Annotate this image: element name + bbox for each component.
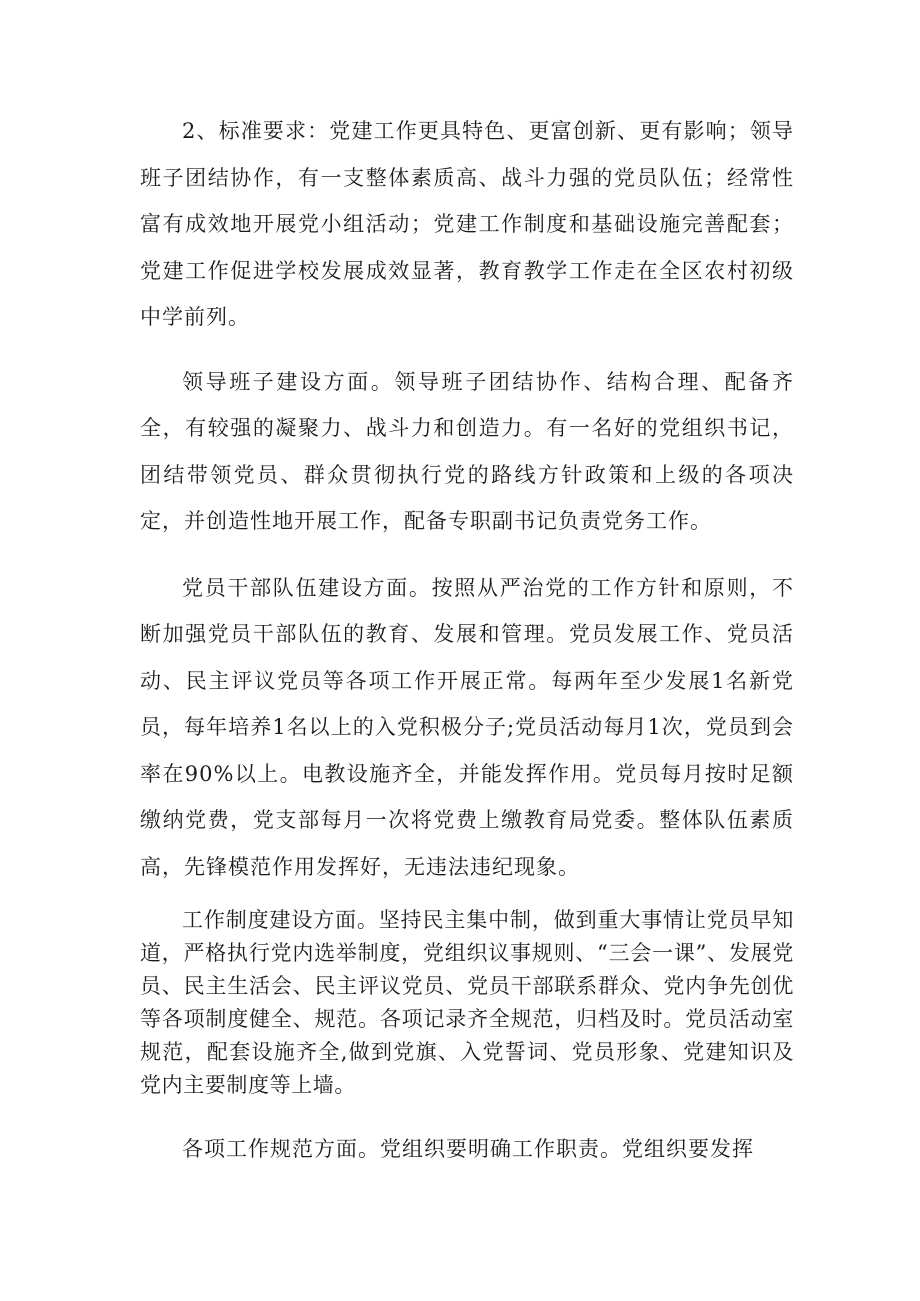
paragraph-cadre-team-building: 党员干部队伍建设方面。按照从严治党的工作方针和原则，不断加强党员干部队伍的教育、发展和管理。党员发展工作、党员活动、民主评议党员等各项工作开展正常。每两年至少发展1名新党员，每年培养1名以上的入党积极分子;党员活动每月1次，党员到会率在90%以上。电教设施齐全，并能发挥作用。党员每月按时足额缴纳党费，党支部每月一次将党费上缴教育局党委。整体队伍素质高，先锋模范作用发挥好，无违法违纪现象。 bbox=[140, 575, 794, 879]
paragraph-work-standardization: 各项工作规范方面。党组织要明确工作职责。党组织要发挥 bbox=[182, 1137, 754, 1161]
paragraph-standard-requirements: 2、标准要求：党建工作更具特色、更富创新、更有影响；领导班子团结协作，有一支整体素质高、战斗力强的党员队伍；经常性富有成效地开展党小组活动；党建工作制度和基础设施完善配套；党建工作促进学校发展成效显著，教育教学工作走在全区农村初级中学前列。 bbox=[140, 119, 794, 329]
paragraph-work-system-building: 工作制度建设方面。坚持民主集中制，做到重大事情让党员早知道，严格执行党内选举制度，党组织议事规则、“三会一课”、发展党员、民主生活会、民主评议党员、党员干部联系群众、党内争先创优等各项制度健全、规范。各项记录齐全规范，归档及时。党员活动室规范，配套设施齐全,做到党旗、入党誓词、党员形象、党建知识及党内主要制度等上墙。 bbox=[140, 908, 794, 1097]
paragraph-leadership-building: 领导班子建设方面。领导班子团结协作、结构合理、配备齐全，有较强的凝聚力、战斗力和创造力。有一名好的党组织书记，团结带领党员、群众贯彻执行党的路线方针政策和上级的各项决定，并创造性地开展工作，配备专职副书记负责党务工作。 bbox=[140, 369, 794, 533]
document-page bbox=[140, 108, 794, 1173]
